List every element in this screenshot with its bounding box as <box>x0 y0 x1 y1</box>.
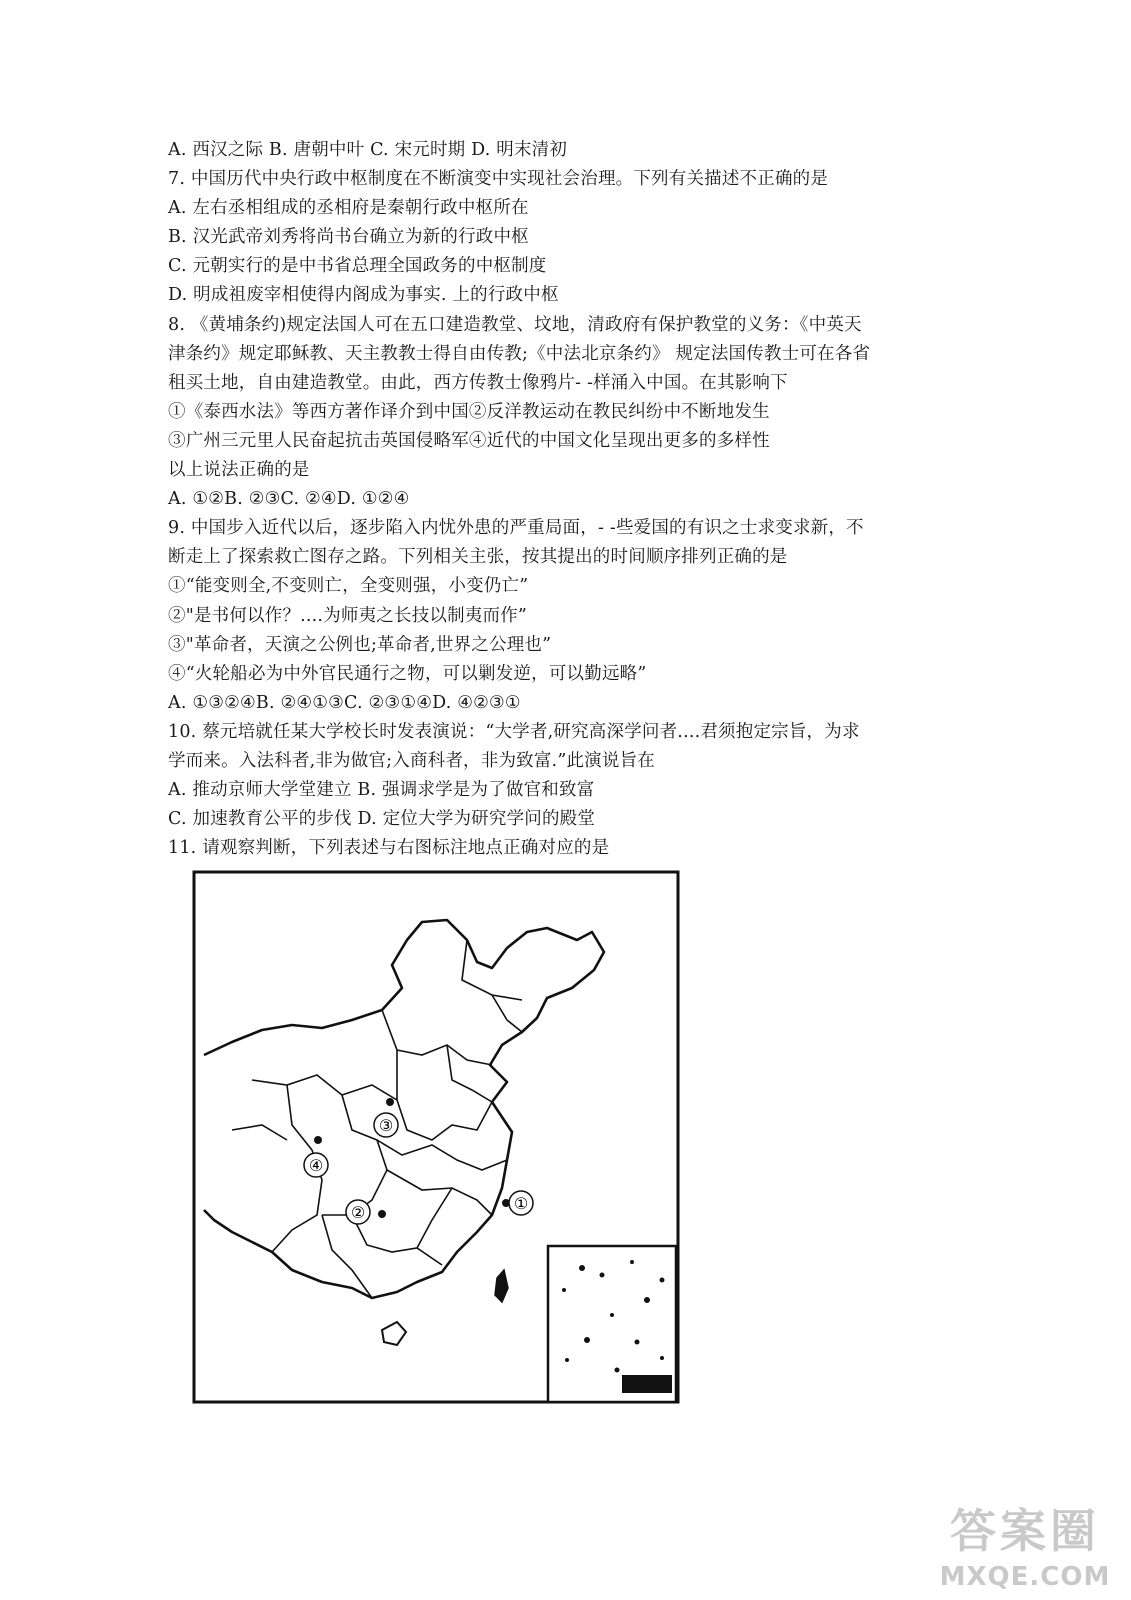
q7-option-c: C. 元朝实行的是中书省总理全国政务的中枢制度 <box>168 256 547 277</box>
q9-statement-1: ①“能变则全,不变则亡，全变则强，小变仍亡” <box>168 576 529 597</box>
q7-stem: 7. 中国历代中央行政中枢制度在不断演变中实现社会治理。下列有关描述不正确的是 <box>168 169 829 190</box>
q10-stem-line-1: 10. 蔡元培就任某大学校长时发表演说：“大学者,研究高深学问者....君须抱定宗旨，为求 <box>168 721 860 742</box>
q10-options-cd: C. 加速教育公平的步伐 D. 定位大学为研究学问的殿堂 <box>168 809 596 830</box>
q11-stem: 11. 请观察判断，下列表述与右图标注地点正确对应的是 <box>168 838 610 859</box>
q8-stem-line-1: 8. 《黄埔条约)规定法国人可在五口建造教堂、坟地，清政府有保护教堂的义务：《中英天 <box>168 314 862 335</box>
q6-options: A. 西汉之际 B. 唐朝中叶 C. 宋元时期 D. 明末清初 <box>168 140 568 160</box>
q8-statements-1-2: ①《泰西水法》等西方著作译介到中国②反洋教运动在教民纠纷中不断地发生 <box>168 401 770 422</box>
marker-2-label: ② <box>350 1203 366 1222</box>
marker-4-dot <box>314 1136 322 1144</box>
question-text <box>168 136 968 863</box>
q7-option-a: A. 左右丞相组成的丞相府是秦朝行政中枢所在 <box>168 198 529 219</box>
q8-statements-3-4: ③广州三元里人民奋起抗击英国侵略军④近代的中国文化呈现出更多的多样性 <box>168 430 770 451</box>
q9-options: A. ①③②④B. ②④①③C. ②③①④D. ④②③① <box>168 692 521 713</box>
q8-stem-line-3: 租买土地，自由建造教堂。由此，西方传教士像鸦片- -样涌入中国。在其影响下 <box>168 372 788 393</box>
q9-statement-2: ②"是书何以作？....为师夷之长技以制夷而作” <box>168 605 528 626</box>
marker-1-label: ① <box>513 1194 529 1213</box>
marker-3-dot <box>386 1098 394 1106</box>
q10-options-ab: A. 推动京师大学堂建立 B. 强调求学是为了做官和致富 <box>168 780 595 801</box>
q9-stem-line-1: 9. 中国步入近代以后，逐步陷入内忧外患的严重局面，- -些爱国的有识之士求变求新，不 <box>168 518 864 539</box>
watermark-logo: 答案圈 <box>950 1504 1100 1558</box>
q7-option-d: D. 明成祖废宰相使得内阁成为事实. 上的行政中枢 <box>168 285 559 306</box>
q8-stem-line-2: 津条约》规定耶稣教、天主教教士得自由传教;《中法北京条约》 规定法国传教士可在各省 <box>168 343 871 364</box>
watermark <box>930 1500 1120 1595</box>
marker-3-label: ③ <box>378 1116 394 1135</box>
marker-4-label: ④ <box>308 1156 324 1175</box>
q10-stem-line-2: 学而来。入法科者,非为做官;入商科者，非为致富.”此演说旨在 <box>168 750 655 771</box>
china-map-figure <box>192 870 680 1406</box>
q9-statement-3: ③"革命者，天演之公例也;革命者,世界之公理也” <box>168 634 552 655</box>
q8-options: A. ①②B. ②③C. ②④D. ①②④ <box>168 489 410 510</box>
q8-prompt: 以上说法正确的是 <box>168 460 310 481</box>
china-map <box>192 870 680 1406</box>
watermark-url: MXQE.COM <box>939 1562 1111 1592</box>
q9-stem-line-2: 断走上了探索救亡图存之路。下列相关主张，按其提出的时间顺序排列正确的是 <box>168 547 788 568</box>
marker-2-dot <box>378 1210 386 1218</box>
q9-statement-4: ④“火轮船必为中外官民通行之物，可以剿发逆，可以勤远略” <box>168 663 647 684</box>
q7-option-b: B. 汉光武帝刘秀将尚书台确立为新的行政中枢 <box>168 227 529 248</box>
